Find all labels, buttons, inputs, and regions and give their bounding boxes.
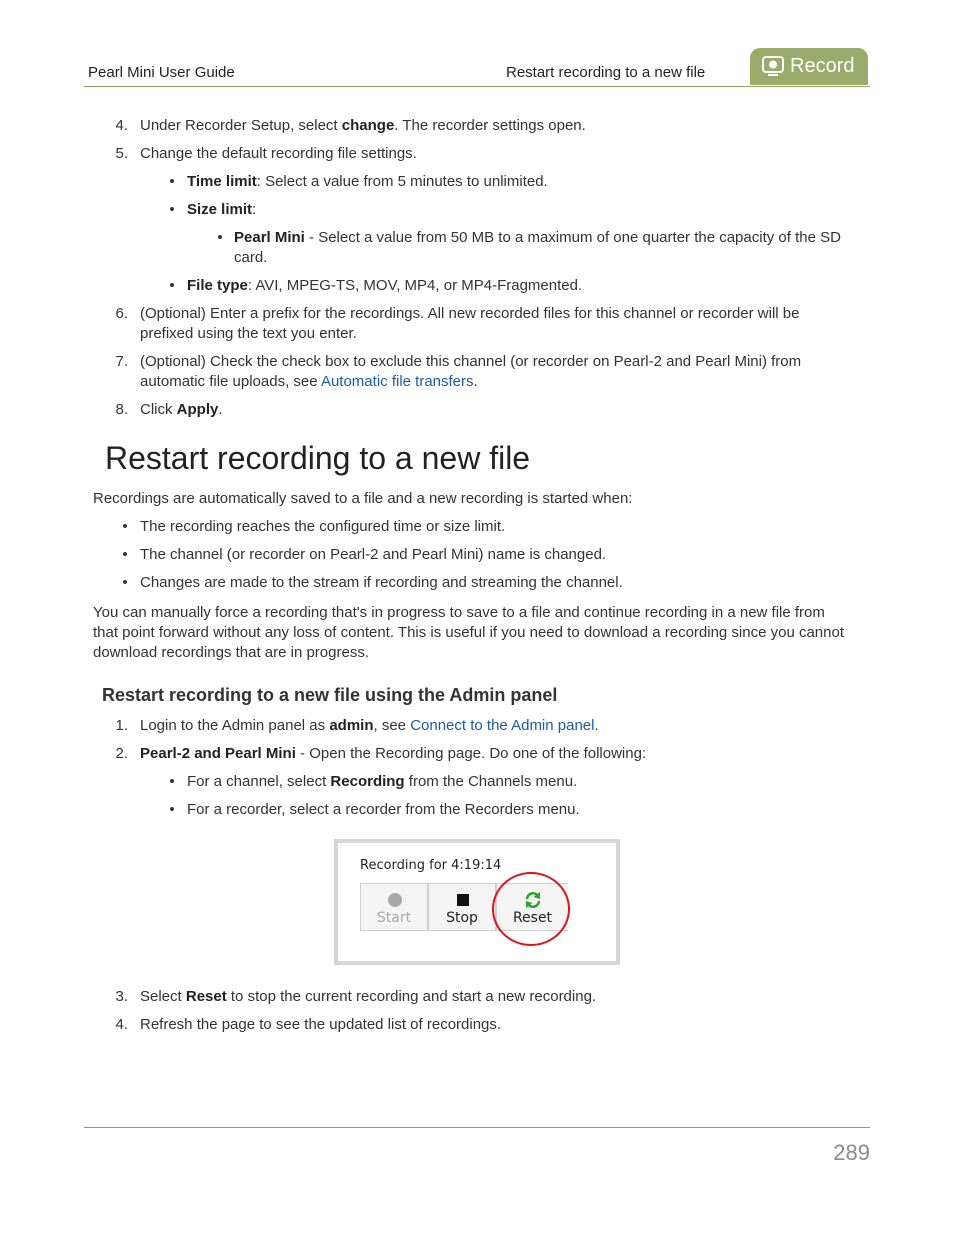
- step-text: , see: [373, 717, 411, 734]
- bullet-icon: •: [169, 773, 175, 790]
- bullet-text: The channel (or recorder on Pearl-2 and Pearl Mini) name is changed.: [140, 546, 607, 563]
- record-tab: [750, 48, 868, 85]
- recording-timer: Recording for 4:19:14: [360, 858, 502, 873]
- step-text: Login to the Admin panel as: [140, 717, 330, 734]
- connect-admin-panel-link[interactable]: Connect to the Admin panel: [410, 717, 595, 734]
- step-text: . The recorder settings open.: [394, 117, 586, 134]
- step-number: 8.: [115, 401, 128, 418]
- step-number: 4.: [115, 1016, 128, 1033]
- step-text: .: [218, 401, 223, 418]
- step-text: (Optional) Enter a prefix for the recordings. All new recorded files for this channel or recorder will be: [140, 305, 800, 322]
- step-bold: Reset: [185, 988, 227, 1005]
- step-text: Click: [140, 401, 177, 418]
- step-text: prefixed using the text you enter.: [140, 325, 357, 342]
- header-divider: [84, 86, 870, 87]
- step-bold: Pearl-2 and Pearl Mini: [140, 745, 296, 762]
- setting-name: File type: [187, 277, 248, 294]
- step-bold: admin: [329, 717, 374, 734]
- bullet-text: from the Channels menu.: [404, 773, 578, 790]
- step-number: 5.: [115, 145, 128, 162]
- subsection-heading: Restart recording to a new file using the Admin panel: [102, 685, 558, 705]
- section-heading: Restart recording to a new file: [105, 440, 531, 476]
- page-number: 289: [833, 1140, 870, 1165]
- footer-divider: [84, 1127, 870, 1128]
- stop-square-icon: [456, 893, 470, 907]
- step-text: .: [473, 373, 478, 390]
- step-number: 2.: [115, 745, 128, 762]
- bullet-text: For a channel, select: [187, 773, 331, 790]
- step-bold: change: [341, 117, 395, 134]
- setting-name: Time limit: [187, 173, 257, 190]
- stop-label: Stop: [446, 910, 478, 926]
- bullet-icon: •: [217, 229, 223, 246]
- step-text: .: [594, 717, 599, 734]
- start-button[interactable]: [360, 883, 428, 931]
- record-tab-label: Record: [790, 55, 855, 77]
- bullet-icon: •: [122, 518, 128, 535]
- bullet-text: The recording reaches the configured time or size limit.: [140, 518, 506, 535]
- paragraph-line: that point forward without any loss of content. This is useful if you need to download a recording since you cannot: [93, 624, 845, 641]
- bullet-icon: •: [169, 801, 175, 818]
- setting-desc: - Select a value from 50 MB to a maximum of one quarter the capacity of the SD: [304, 229, 841, 246]
- step-text: - Open the Recording page. Do one of the following:: [295, 745, 647, 762]
- bullet-icon: •: [169, 277, 175, 294]
- bullet-bold: Recording: [330, 773, 405, 790]
- step-text: automatic file uploads, see: [140, 373, 321, 390]
- bullet-icon: •: [169, 173, 175, 190]
- step-bold: Apply: [176, 401, 219, 418]
- bullet-text: Changes are made to the stream if recording and streaming the channel.: [140, 574, 623, 591]
- highlight-circle: [492, 872, 570, 946]
- step-text: Change the default recording file settings.: [140, 145, 417, 162]
- paragraph-line: You can manually force a recording that's in progress to save to a file and continue recording in a new file from: [93, 604, 825, 621]
- setting-desc: : AVI, MPEG-TS, MOV, MP4, or MP4-Fragmented.: [247, 277, 583, 294]
- setting-desc: : Select a value from 5 minutes to unlimited.: [256, 173, 548, 190]
- setting-desc-cont: card.: [234, 249, 268, 266]
- bullet-icon: •: [169, 201, 175, 218]
- step-text: Under Recorder Setup, select: [140, 117, 342, 134]
- doc-title: Pearl Mini User Guide: [88, 64, 235, 81]
- step-number: 3.: [115, 988, 128, 1005]
- step-number: 7.: [115, 353, 128, 370]
- setting-name: Size limit: [187, 201, 253, 218]
- step-number: 1.: [115, 717, 128, 734]
- setting-name: Pearl Mini: [234, 229, 305, 246]
- step-text: Refresh the page to see the updated list of recordings.: [140, 1016, 502, 1033]
- stop-button[interactable]: [428, 883, 496, 931]
- section-title: Restart recording to a new file: [506, 64, 706, 81]
- bullet-text: For a recorder, select a recorder from the Recorders menu.: [187, 801, 580, 818]
- step-number: 4.: [115, 117, 128, 134]
- automatic-file-transfers-link[interactable]: Automatic file transfers: [320, 373, 474, 390]
- step-number: 6.: [115, 305, 128, 322]
- bullet-icon: •: [122, 574, 128, 591]
- record-dot-icon: [387, 892, 403, 908]
- reset-label: Reset: [512, 910, 553, 926]
- start-label: Start: [376, 910, 412, 926]
- bullet-icon: •: [122, 546, 128, 563]
- step-text: to stop the current recording and start a new recording.: [226, 988, 597, 1005]
- step-text: Select: [140, 988, 186, 1005]
- setting-desc: :: [252, 201, 257, 218]
- step-text: (Optional) Check the check box to exclude this channel (or recorder on Pearl-2 and Pearl Mini) from: [140, 353, 802, 370]
- recording-controls-screenshot: [334, 839, 620, 965]
- record-icon: [762, 56, 784, 76]
- paragraph-line: download recordings that are in progress.: [93, 644, 369, 661]
- section-intro: Recordings are automatically saved to a file and a new recording is started when:: [93, 490, 633, 507]
